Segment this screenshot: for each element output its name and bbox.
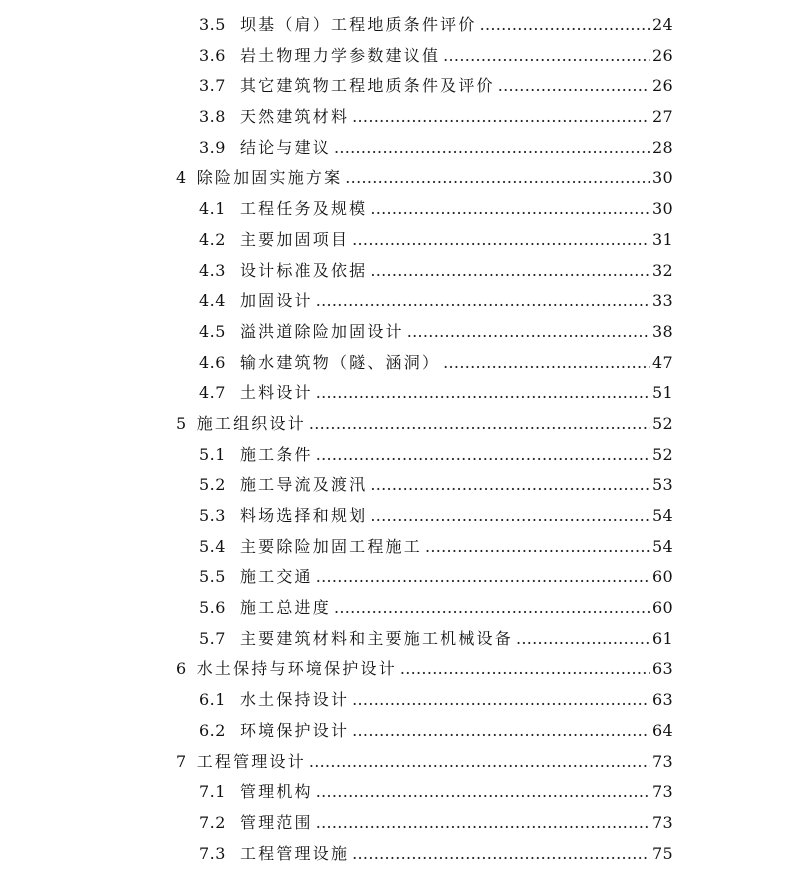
toc-entry-title: 除险加固实施方案	[196, 168, 343, 188]
toc-entry-title: 坝基（肩）工程地质条件评价	[239, 15, 477, 34]
dot-leader	[309, 747, 650, 778]
toc-entry-number: 4.7	[199, 383, 226, 403]
toc-entry-number: 3.7	[199, 76, 226, 96]
toc-entry-page: 47	[652, 352, 673, 372]
toc-entry-title: 施工交通	[239, 567, 313, 587]
toc-entry-title: 岩土物理力学参数建议值	[239, 45, 441, 65]
dot-leader	[316, 808, 650, 839]
dot-leader	[345, 163, 650, 194]
toc-entry[interactable]	[0, 562, 795, 593]
toc-entry[interactable]	[0, 317, 795, 348]
toc-entry-number: 6.2	[199, 720, 226, 740]
toc-entry[interactable]	[0, 41, 795, 72]
toc-entry[interactable]	[0, 685, 795, 716]
dot-leader	[309, 409, 650, 440]
toc-entry[interactable]	[0, 808, 795, 839]
dot-leader	[407, 317, 650, 348]
dot-leader	[316, 440, 650, 471]
toc-entry-page: 64	[652, 720, 673, 740]
toc-entry-page: 26	[652, 76, 673, 96]
toc-entry-page: 51	[652, 383, 673, 403]
dot-leader	[443, 348, 650, 379]
toc-entry-page: 60	[652, 598, 673, 618]
dot-leader	[516, 624, 650, 655]
toc-entry-number: 5.7	[199, 628, 226, 648]
toc-entry-number: 7.2	[199, 812, 226, 832]
toc-entry-number: 7	[176, 751, 187, 771]
toc-entry-title: 土料设计	[239, 383, 313, 403]
toc-entry-number: 3.8	[199, 107, 226, 127]
toc-entry[interactable]	[0, 133, 795, 164]
toc-entry[interactable]	[0, 286, 795, 317]
toc-entry-title: 输水建筑物（隧、涵洞）	[239, 352, 441, 372]
toc-entry-number: 3.5	[199, 15, 226, 34]
dot-leader	[400, 654, 650, 685]
toc-entry-page: 30	[652, 168, 673, 188]
toc-entry[interactable]	[0, 348, 795, 379]
toc-entry-number: 6	[176, 659, 187, 679]
toc-chapter[interactable]	[0, 747, 795, 778]
toc-entry[interactable]	[0, 194, 795, 225]
dot-leader	[498, 71, 650, 102]
toc-entry[interactable]	[0, 532, 795, 563]
toc-entry-page: 63	[652, 690, 673, 710]
dot-leader	[334, 593, 650, 624]
dot-leader	[334, 133, 650, 164]
toc-entry-title: 管理范围	[239, 812, 313, 832]
toc-entry-number: 4.3	[199, 260, 226, 280]
toc-chapter[interactable]	[0, 409, 795, 440]
toc-entry-title: 工程管理设施	[239, 843, 350, 863]
toc-chapter[interactable]	[0, 654, 795, 685]
dot-leader	[480, 10, 650, 41]
toc-entry-number: 3.9	[199, 137, 226, 157]
dot-leader	[352, 685, 650, 716]
toc-entry[interactable]	[0, 501, 795, 532]
dot-leader	[316, 562, 650, 593]
toc-entry-title: 天然建筑材料	[239, 107, 350, 127]
toc-entry-title: 加固设计	[239, 291, 313, 311]
toc-entry-title: 水土保持设计	[239, 690, 350, 710]
toc-entry-title: 水土保持与环境保护设计	[196, 659, 397, 679]
toc-entry-number: 4.1	[199, 199, 226, 219]
toc-entry-page: 60	[652, 567, 673, 587]
toc-entry-title: 其它建筑物工程地质条件及评价	[239, 76, 495, 96]
toc-entry-number: 3.6	[199, 45, 226, 65]
toc-entry-number: 5.1	[199, 444, 226, 464]
toc-entry-number: 5.4	[199, 536, 226, 556]
toc-entry-title: 施工总进度	[239, 598, 331, 618]
toc-entry-title: 施工条件	[239, 444, 313, 464]
toc-entry-number: 5.2	[199, 475, 226, 495]
toc-entry-title: 施工组织设计	[196, 413, 306, 433]
toc-entry-page: 30	[652, 199, 673, 219]
toc-entry-title: 主要加固项目	[239, 229, 350, 249]
toc-entry-page: 73	[652, 751, 673, 771]
dot-leader	[370, 194, 650, 225]
toc-entry-page: 52	[652, 444, 673, 464]
toc-entry-title: 工程任务及规模	[239, 199, 368, 219]
toc-entry[interactable]	[0, 716, 795, 747]
toc-entry-number: 4	[176, 168, 187, 188]
toc-entry[interactable]	[0, 470, 795, 501]
toc-entry[interactable]	[0, 225, 795, 256]
toc-entry-page: 63	[652, 659, 673, 679]
toc-entry[interactable]	[0, 378, 795, 409]
toc-entry-number: 5.6	[199, 598, 226, 618]
dot-leader	[352, 716, 650, 747]
toc-entry-number: 4.2	[199, 229, 226, 249]
toc-entry-page: 73	[652, 782, 673, 802]
toc-entry-page: 28	[652, 137, 673, 157]
table-of-contents	[0, 10, 795, 869]
toc-entry-page: 24	[652, 15, 673, 34]
toc-entry-title: 主要建筑材料和主要施工机械设备	[239, 628, 513, 648]
toc-entry-page: 61	[652, 628, 673, 648]
dot-leader	[352, 225, 650, 256]
toc-entry[interactable]	[0, 440, 795, 471]
toc-entry-page: 27	[652, 107, 673, 127]
toc-entry-page: 53	[652, 475, 673, 495]
dot-leader	[352, 102, 650, 133]
dot-leader	[316, 777, 650, 808]
toc-entry-page: 54	[652, 506, 673, 525]
toc-entry[interactable]	[0, 777, 795, 808]
toc-entry-page: 73	[652, 812, 673, 832]
toc-entry-page: 38	[652, 321, 673, 341]
toc-entry-title: 工程管理设计	[196, 751, 306, 771]
toc-chapter[interactable]	[0, 163, 795, 194]
toc-entry-title: 管理机构	[239, 782, 313, 802]
toc-entry-page: 54	[652, 536, 673, 556]
toc-entry-number: 4.4	[199, 291, 226, 311]
toc-entry-title: 设计标准及依据	[239, 260, 368, 280]
dot-leader	[370, 470, 650, 501]
toc-entry[interactable]	[0, 593, 795, 624]
toc-entry[interactable]	[0, 256, 795, 287]
toc-entry[interactable]	[0, 102, 795, 133]
toc-entry-page: 31	[652, 229, 673, 249]
toc-entry-number: 5.5	[199, 567, 226, 587]
toc-entry-title: 溢洪道除险加固设计	[239, 321, 404, 341]
toc-entry-number: 7.1	[199, 782, 226, 802]
toc-entry-number: 6.1	[199, 690, 226, 710]
toc-entry-title: 施工导流及渡汛	[239, 475, 368, 495]
dot-leader	[316, 378, 650, 409]
toc-entry-page: 52	[652, 413, 673, 433]
toc-entry[interactable]	[0, 839, 795, 870]
toc-entry-page: 33	[652, 291, 673, 311]
dot-leader	[352, 839, 650, 870]
dot-leader	[370, 256, 650, 287]
toc-entry[interactable]	[0, 624, 795, 655]
toc-entry-title: 料场选择和规划	[239, 506, 368, 525]
dot-leader	[425, 532, 650, 563]
toc-entry-title: 结论与建议	[239, 137, 331, 157]
dot-leader	[443, 41, 650, 72]
toc-entry-number: 4.6	[199, 352, 226, 372]
dot-leader	[370, 501, 650, 532]
dot-leader	[316, 286, 650, 317]
toc-entry-number: 5.3	[199, 506, 226, 525]
toc-entry-number: 5	[176, 413, 187, 433]
toc-entry[interactable]	[0, 71, 795, 102]
toc-entry-page: 26	[652, 45, 673, 65]
toc-entry[interactable]	[0, 10, 795, 41]
toc-entry-title: 环境保护设计	[239, 720, 350, 740]
toc-entry-number: 7.3	[199, 843, 226, 863]
toc-entry-page: 32	[652, 260, 673, 280]
toc-entry-number: 4.5	[199, 321, 226, 341]
toc-entry-title: 主要除险加固工程施工	[239, 536, 422, 556]
toc-entry-page: 75	[652, 843, 673, 863]
